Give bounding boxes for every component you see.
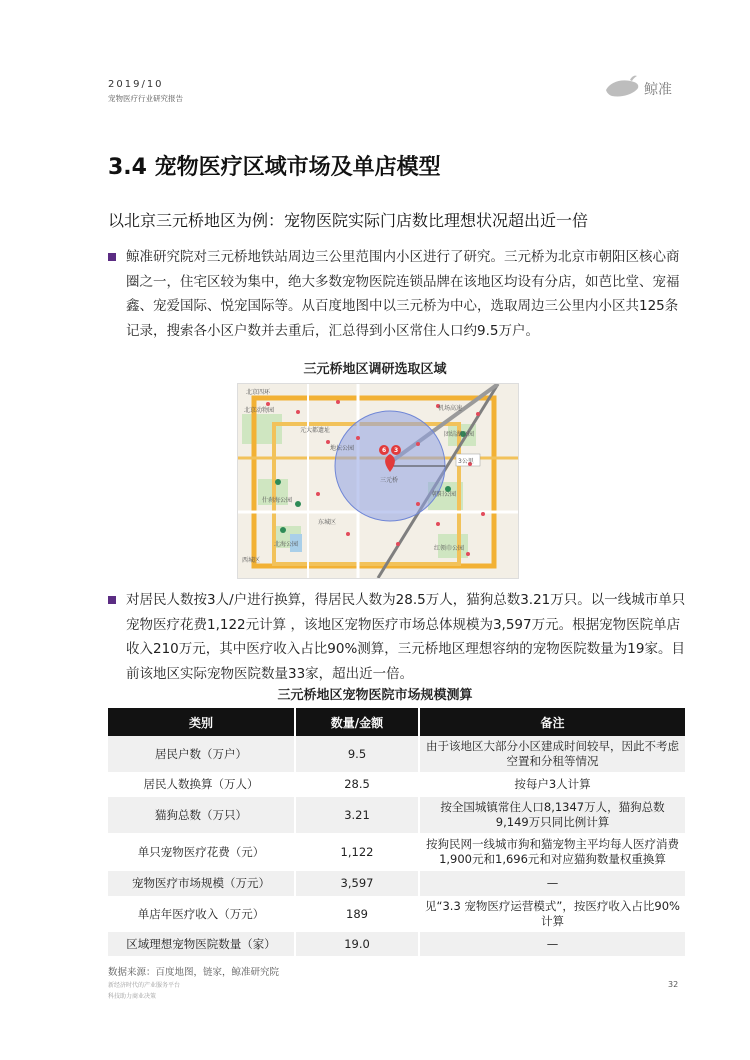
note-cell: 按每户3人计算 — [419, 772, 685, 797]
map-label: 西城区 — [242, 557, 261, 564]
paragraph-2-text: 对居民人数按3人/户进行换算，得居民人数为28.5万人，猫狗总数3.21万只。以一线城市单只宠物医疗花费1,122元计算 ，该地区宠物医疗市场总体规模为3,597万元。根据宠物医院单店收入210万元，其中医疗收入占比90%测算，三元桥地区理想容纳的宠物医院数量为19家。目前该地区实际宠物医院数量33家，超出近一倍。 — [126, 592, 686, 682]
value-cell: 28.5 — [295, 772, 419, 797]
map-label: 元大都遗址 — [300, 427, 331, 434]
table-header-row — [108, 708, 685, 736]
value-cell: 3.21 — [295, 797, 419, 833]
category-cell: 居民户数（万户） — [108, 736, 295, 772]
map-label: 北海公园 — [274, 541, 299, 548]
map-label: 三元桥 — [380, 477, 399, 484]
bullet-square-icon — [108, 596, 116, 604]
report-date: 2019/10 — [108, 79, 164, 90]
table-row — [108, 932, 685, 956]
data-source: 数据来源：百度地图，链家，鲸准研究院 — [108, 967, 280, 978]
map-label: 机场高速 — [438, 405, 463, 412]
paragraph-1-text: 鲸准研究院对三元桥地铁站周边三公里范围内小区进行了研究。三元桥为北京市朝阳区核心商圈之一，住宅区较为集中，绝大多数宠物医院连锁品牌在该地区均设有分店，如芭比堂、宠福鑫、宠爱国际、悦宠国际等。从百度地图中以三元桥为中心，选取周边三公里内小区共125条记录，搜索各小区户数并去重后，汇总得到小区常住人口约9.5万户。 — [126, 249, 680, 339]
paragraph-2 — [108, 588, 686, 686]
value-cell: 19.0 — [295, 932, 419, 956]
map-label: 东城区 — [318, 519, 337, 526]
section-title: 3.4 宠物医疗区域市场及单店模型 — [108, 155, 441, 180]
column-header: 类别 — [108, 708, 295, 736]
map-label: 红领巾公园 — [434, 545, 465, 552]
table-caption: 三元桥地区宠物医院市场规模测算 — [277, 688, 473, 703]
map-label: 地坛公园 — [330, 445, 355, 452]
footer-tagline: 新经济时代的产业服务平台 — [108, 982, 181, 989]
category-cell: 单只宠物医疗花费（元） — [108, 833, 295, 871]
marker-count: 6 — [382, 447, 387, 454]
category-cell: 猫狗总数（万只） — [108, 797, 295, 833]
table-row — [108, 833, 685, 871]
page-number: 32 — [668, 980, 679, 989]
note-cell: 按狗民网一线城市狗和猫宠物主平均每人医疗消费1,900元和1,696元和对应猫狗数量权重換算 — [419, 833, 685, 871]
category-cell: 区域理想宠物医院数量（家） — [108, 932, 295, 956]
map-label: 朝阳公园 — [432, 491, 457, 498]
note-cell: 见“3.3 宠物医疗运营模式”，按医疗收入占比90%计算 — [419, 896, 685, 932]
map-label: 北京四环 — [246, 389, 271, 396]
value-cell: 9.5 — [295, 736, 419, 772]
column-header: 备注 — [419, 708, 685, 736]
value-cell: 3,597 — [295, 871, 419, 896]
note-cell: — — [419, 932, 685, 956]
category-cell: 居民人数换算（万人） — [108, 772, 295, 797]
column-header: 数量/金额 — [295, 708, 419, 736]
footer-tagline: 科技助力商业决策 — [108, 993, 157, 1000]
note-cell: — — [419, 871, 685, 896]
table-row — [108, 772, 685, 797]
category-cell: 单店年医疗收入（万元） — [108, 896, 295, 932]
map-label: 北京动物园 — [244, 407, 275, 414]
bullet-square-icon — [108, 253, 116, 261]
whale-icon — [604, 74, 640, 102]
marker-count: 3 — [394, 447, 399, 454]
value-cell: 1,122 — [295, 833, 419, 871]
map-caption: 三元桥地区调研选取区域 — [303, 362, 447, 377]
map-label: 什刹海公园 — [262, 497, 293, 504]
value-cell: 189 — [295, 896, 419, 932]
map-graphic — [238, 384, 518, 578]
table-row — [108, 871, 685, 896]
market-size-table — [108, 708, 685, 956]
brand-logo — [604, 72, 684, 104]
table-row — [108, 896, 685, 932]
brand-name: 鲸准 — [644, 82, 672, 98]
map-label: 3公里 — [458, 458, 474, 465]
category-cell: 宠物医疗市场规模（万元） — [108, 871, 295, 896]
report-title: 宠物医疗行业研究报告 — [108, 94, 183, 103]
paragraph-1 — [108, 245, 686, 343]
note-cell: 按全国城镇常住人口8,1347万人，猫狗总数9,149万只同比例计算 — [419, 797, 685, 833]
area-map — [237, 383, 519, 579]
map-label: 团结湖公园 — [444, 431, 475, 438]
table-row — [108, 797, 685, 833]
section-subtitle: 以北京三元桥地区为例：宠物医院实际门店数比理想状况超出近一倍 — [108, 211, 589, 230]
table-row — [108, 736, 685, 772]
note-cell: 由于该地区大部分小区建成时间较早，因此不考虑空置和分租等情况 — [419, 736, 685, 772]
